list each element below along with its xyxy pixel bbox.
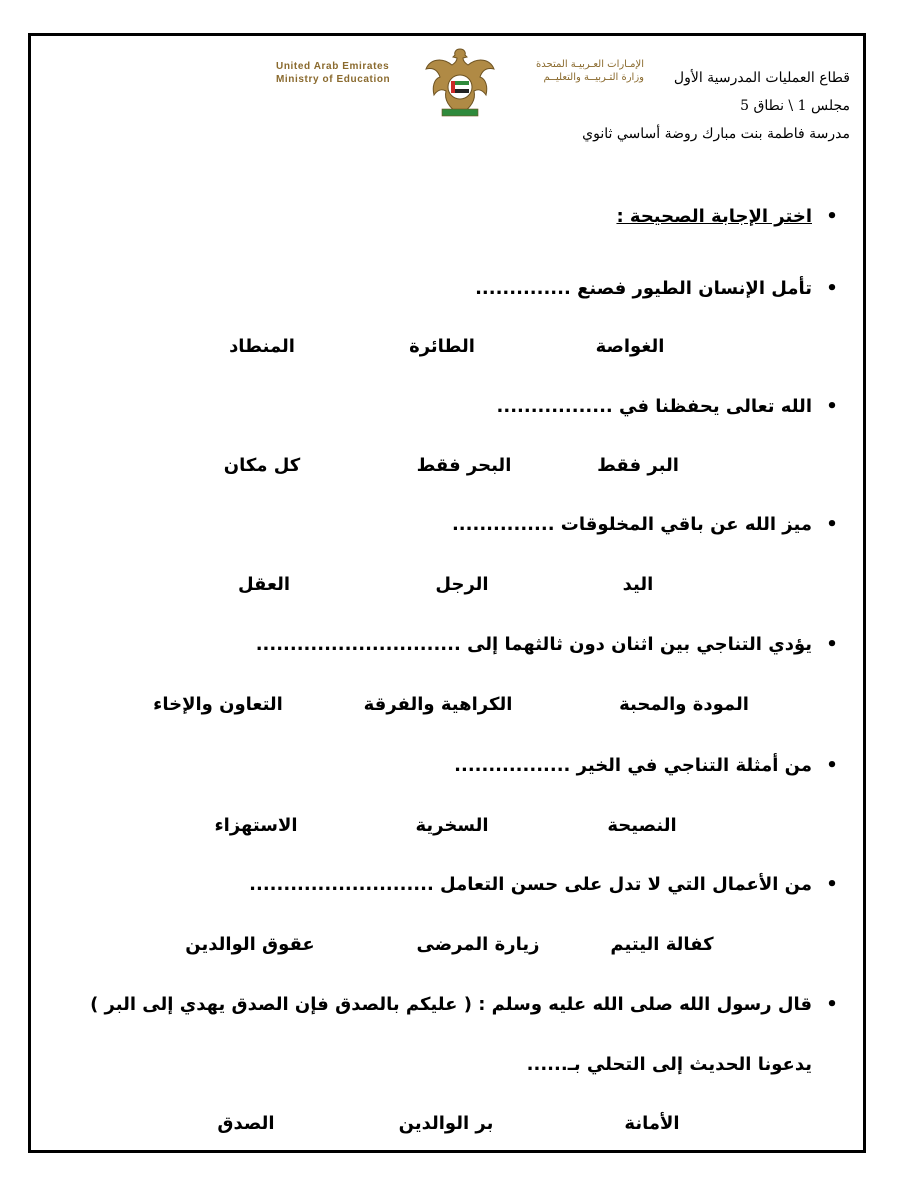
- option-7b[interactable]: بر الوالدين: [398, 1113, 494, 1134]
- question-text: من أمثلة التناجي في الخير .................: [454, 755, 812, 776]
- question-3: [452, 514, 852, 535]
- option-5a[interactable]: النصيحة: [607, 815, 677, 836]
- council-name: مجلس 1 \ نطاق 5: [740, 98, 850, 114]
- option-6a[interactable]: كفالة اليتيم: [610, 934, 714, 955]
- logo-en-line2: Ministry of Education: [276, 74, 391, 85]
- uae-emblem-icon: [420, 43, 500, 123]
- question-text: تأمل الإنسان الطيور فصنع ..............: [475, 278, 812, 299]
- option-3c[interactable]: العقل: [237, 574, 291, 595]
- question-text: قال رسول الله صلى الله عليه وسلم : ( عليكم بالصدق فإن الصدق يهدي إلى البر ): [90, 994, 812, 1015]
- instruction-text: اختر الإجابة الصحيحة :: [616, 206, 812, 227]
- logo-ar-line2: وزارة التـربيــة والتعليــم: [543, 72, 644, 83]
- option-7c[interactable]: الصدق: [217, 1113, 275, 1134]
- question-text: الله تعالى يحفظنا في .................: [496, 396, 812, 417]
- bullet: •: [826, 994, 838, 1015]
- option-3b[interactable]: الرجل: [435, 574, 489, 595]
- question-4: [256, 634, 852, 655]
- option-5c[interactable]: الاستهزاء: [214, 815, 298, 836]
- question-text: يدعونا الحديث إلى التحلي بـ......: [526, 1054, 812, 1075]
- option-1a[interactable]: الغواصة: [595, 336, 665, 357]
- question-text: من الأعمال التي لا تدل على حسن التعامل ...........................: [249, 874, 812, 895]
- option-2b[interactable]: البحر فقط: [416, 455, 512, 476]
- option-4b[interactable]: الكراهية والفرقة: [363, 694, 513, 715]
- option-2a[interactable]: البر فقط: [597, 455, 679, 476]
- logo-en-line1: United Arab Emirates: [276, 61, 390, 72]
- school-info: [582, 64, 850, 148]
- bullet: •: [826, 278, 838, 299]
- option-4a[interactable]: المودة والمحبة: [619, 694, 749, 715]
- option-5b[interactable]: السخرية: [415, 815, 489, 836]
- option-2c[interactable]: كل مكان: [223, 455, 301, 476]
- question-5: [454, 755, 852, 776]
- option-4c[interactable]: التعاون والإخاء: [153, 694, 283, 715]
- option-7a[interactable]: الأمانة: [624, 1113, 680, 1134]
- question-6: [249, 874, 852, 895]
- question-2: [497, 396, 852, 417]
- instruction-heading: [616, 206, 852, 227]
- option-6b[interactable]: زيارة المرضى: [416, 934, 540, 955]
- option-1c[interactable]: المنطاد: [229, 336, 295, 357]
- question-text: ميز الله عن باقي المخلوقات ...............: [451, 514, 812, 535]
- question-7-line-2: [527, 1054, 852, 1075]
- bullet: •: [826, 755, 838, 776]
- logo-ar-line1: الإمـارات العـربيـة المتحدة: [536, 59, 644, 70]
- school-name: مدرسة فاطمة بنت مبارك روضة أساسي ثانوي: [582, 126, 850, 142]
- option-6c[interactable]: عقوق الوالدين: [185, 934, 315, 955]
- option-3a[interactable]: اليد: [622, 574, 654, 595]
- sector-name: قطاع العمليات المدرسية الأول: [673, 70, 850, 86]
- bullet: •: [826, 634, 838, 655]
- question-text: يؤدي التناجي بين اثنان دون ثالثهما إلى ..............................: [255, 634, 812, 655]
- bullet: •: [826, 206, 838, 227]
- question-7: [90, 994, 852, 1015]
- bullet: •: [826, 396, 838, 417]
- option-1b[interactable]: الطائرة: [409, 336, 475, 357]
- ministry-name-english: [276, 60, 390, 86]
- question-1: [475, 278, 852, 299]
- bullet: •: [826, 874, 838, 895]
- bullet: •: [826, 514, 838, 535]
